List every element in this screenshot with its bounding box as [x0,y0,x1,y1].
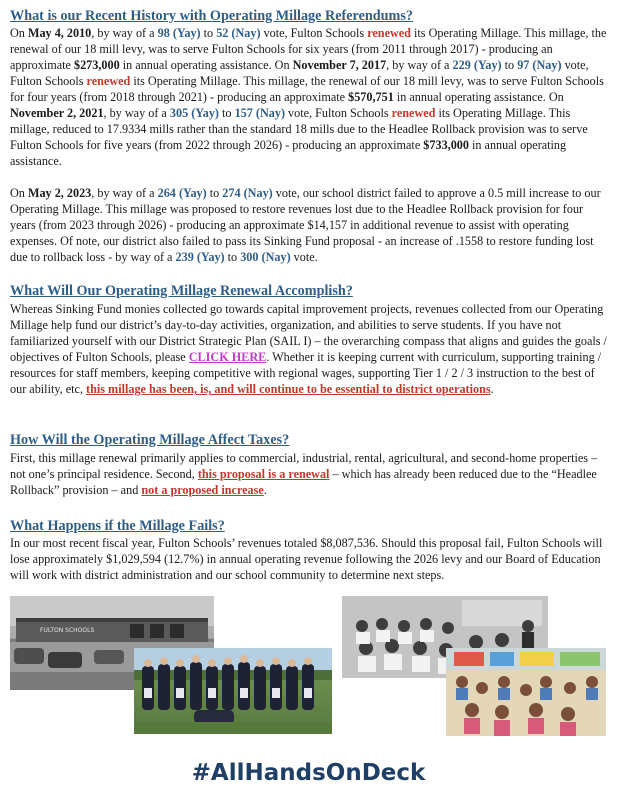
paragraph-history-1 [10,25,610,169]
hashtag-footer: #AllHandsOnDeck [191,760,426,786]
text-run: Whereas Sinking Fund monies collected go towards capital improvement projects, revenues collected from our Operating Millage help fund our district’s day-to-day activities, organization, and abilities to serve students. If you have not familiarized yourself with our District Strategic Plan (SAIL I) – the overarching compass that aligns and guides the goals / objectives of Fulton Schools, please [10,302,607,365]
heading-fails: What Happens if the Millage Fails? [10,518,225,534]
heading-history: What is our Recent History with Operating Millage Referendums? [10,8,413,24]
text-run: in annual operating assistance. On [393,90,564,105]
text-run: to [218,106,235,121]
heading-taxes: How Will the Operating Millage Affect Taxes? [10,432,290,448]
text-run: . [263,483,267,498]
text-run: in annual operating assistance. On [119,58,293,73]
text-run: 300 (Nay) [240,250,291,265]
text-run: not a proposed increase [141,483,264,498]
text-run: . Whether it is keeping current with curriculum, supporting training / resources for staff members, keeping competitive with regional wages, supporting Tier 1 / 2 / 3 instruction to the best of our ability, etc, [10,350,602,397]
text-run: to [224,250,241,265]
text-run: In our most recent fiscal year, Fulton Schools’ revenues totaled $8,087,536. Should this proposal fail, Fulton Schools will lose approximately $1,029,594 (12.7%) in annual operating revenue following the 2026 levy and our Board of Education will work with district administration and our school community to determine next steps. [10,536,603,583]
team-photo [134,648,332,734]
text-run: this proposal is a renewal [197,467,330,482]
text-run: 97 (Nay) [517,58,562,73]
text-run: renewed [367,26,411,40]
text-run: On [10,186,28,200]
heading-accomplish: What Will Our Operating Millage Renewal Accomplish? [10,283,353,299]
text-run: vote, our school district failed to approve a 0.5 mill increase to our Operating Millage. This millage was proposed to restore revenues lost due to the Headlee Rollback provision for four years (from 2023 through 2026) - producing an approximate $14,157 in additional revenue to assist with operating expenses. Of note, our district also failed to pass its Sinking Fund proposal - an increase of .1558 to restore funding lost due to rollback loss - by way of a [10,186,601,265]
text-run: renewed [86,74,131,89]
text-run: November 7, 2017 [292,58,387,73]
text-run: May 2, 2023 [27,186,92,200]
text-run: renewed [391,106,436,121]
text-run: its Operating Millage. This millage, the renewal of our 18 mill levy, was to serve Fulton Schools for four years (from 2018 through 2021) - producing an approximate [10,74,604,105]
team-illustration [134,648,332,734]
text-run: vote, Fulton Schools [285,106,392,121]
text-run: 229 (Yay) [452,58,502,73]
text-run: 98 (Yay) [157,26,201,40]
text-run: . [490,382,494,397]
text-run: – which has already been reduced due to the “Headlee Rollback” provision – and [10,467,597,498]
text-run: , by way of a [91,26,158,40]
text-run: to [200,26,217,40]
classroom-modern-illustration [446,648,606,736]
text-run: its Operating Millage. This millage, reduced to 17.9334 mills rather than the standard 18 mills due to the Headlee Rollback provision was to serve Fulton Schools for five years (from 2022 through 2026) - producing an approximate [10,106,588,153]
text-run: vote. [290,250,318,265]
school-sign: FULTON SCHOOLS [40,627,95,634]
paragraph-history-2 [10,185,610,265]
text-run: vote, Fulton Schools [260,26,368,40]
text-run: 157 (Nay) [234,106,285,121]
text-run: , by way of a [103,106,170,121]
text-run: its Operating Millage. This millage, the renewal of our 18 mill levy, was to serve Fulton Schools for six years (from 2011 through 2017) - producing an approximate [10,26,607,73]
click-here-link[interactable]: CLICK HERE [188,350,267,365]
text-run: November 2, 2021 [10,106,104,121]
text-run: 274 (Nay) [222,186,273,200]
text-run: to [206,186,223,200]
text-run: this millage has been, is, and will continue to be essential to district operations [86,382,491,397]
text-run: in annual operating assistance. [10,138,567,169]
text-run: , by way of a [91,186,158,200]
classroom-modern-photo [446,648,606,736]
text-run: $273,000 [73,58,120,73]
text-run: 305 (Yay) [169,106,219,121]
text-run: vote, Fulton Schools [10,58,589,89]
text-run: May 4, 2010 [27,26,92,40]
paragraph-taxes [10,450,610,498]
text-run: 52 (Nay) [216,26,261,40]
text-run: $733,000 [423,138,469,153]
paragraph-accomplish [10,301,610,397]
text-run: to [501,58,518,73]
text-run: $570,751 [348,90,394,105]
text-run: 264 (Yay) [157,186,207,200]
text-run: First, this millage renewal primarily applies to commercial, industrial, rental, agricultural, and second-home properties – not one’s principal residence. Second, [10,451,598,482]
text-run: , by way of a [386,58,453,73]
text-run: On [10,26,28,40]
text-run: 239 (Yay) [175,250,225,265]
paragraph-fails [10,535,610,583]
